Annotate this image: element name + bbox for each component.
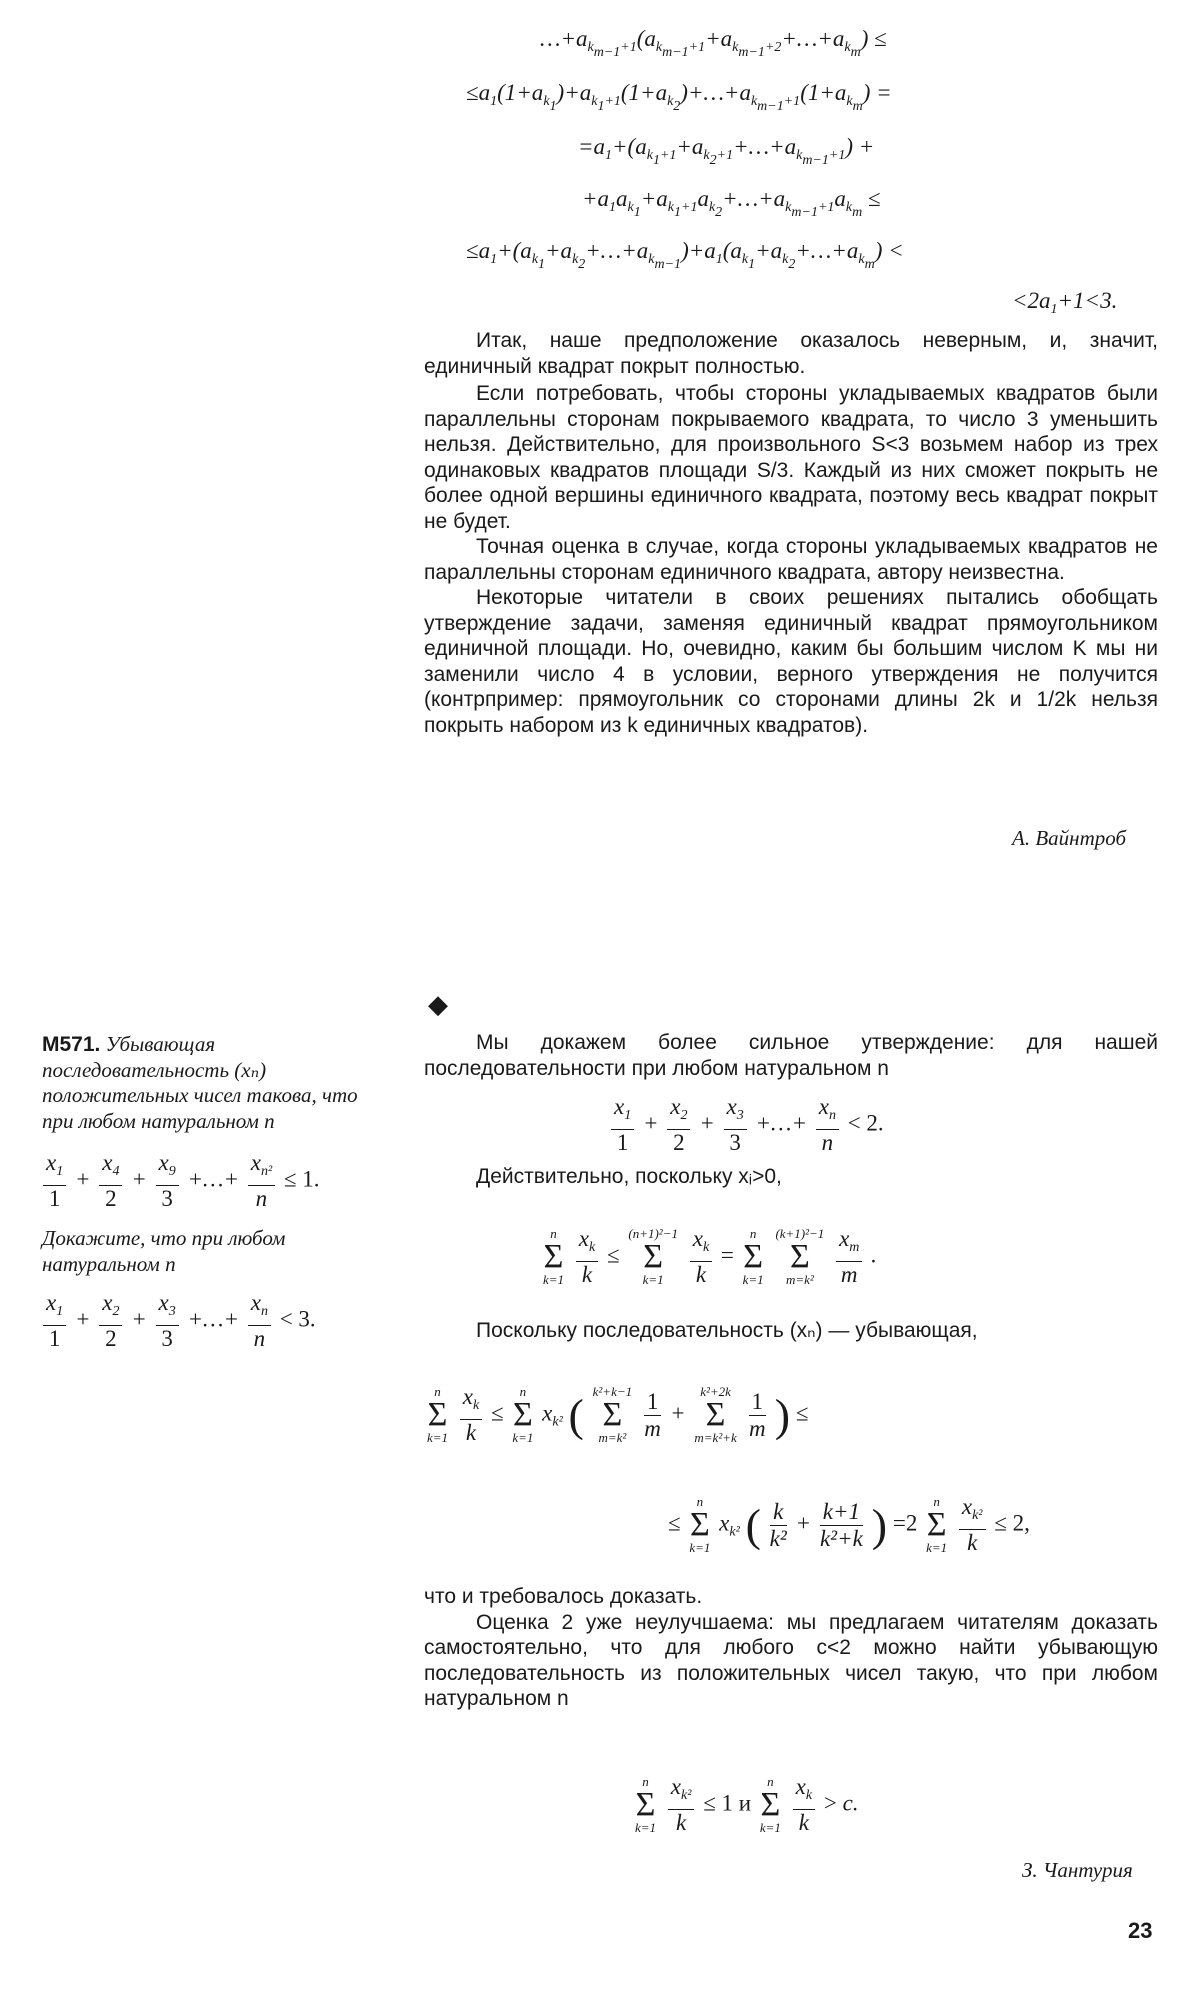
equation-4: n Σ k=1 $\frac{x_{k^2}}{k}$ ≤ 1 и n Σ k=1 $\frac{x_k}{k}$ > c. <box>635 1774 859 1835</box>
paragraph: Мы докажем более сильное утверждение: для нашей последовательности при любом натуральном n <box>424 1031 1158 1080</box>
paragraph: Если потребовать, чтобы стороны укладываемых квадратов были параллельны сторонам покрываемого квадрата, то число 3 уменьшить нельзя. Действительно, для произвольного S<3 возьмем набор из трех одинаковых квадратов площади S/3. Каждый из них сможет покрыть не более одной вершины единичного квадрата, поэтому весь квадрат покрыт не будет. <box>424 382 1158 533</box>
derivation-line-2: $\le a_1(1+a_{k1})+a_{k1+1}(1+a_{k2})+\dots+a_{km-1+1}(1+a_{km})$ = <box>466 80 892 114</box>
solution-step-1 <box>424 1164 1158 1190</box>
problem-text: Убывающая последовательность (xₙ) положительных чисел такова, что при любом натуральном n <box>42 1032 358 1133</box>
derivation-line-6: $<2a_1+1<3$. <box>1012 288 1118 317</box>
paragraph: что и требовалось доказать. <box>424 1585 703 1608</box>
equation-3b: ≤ n Σ k=1 $x_{k^2}$ ( $\frac{k}{\text{k²}}$ + $\frac{k+1}{\text{k²+k}}$ ) =2 n Σ k=1 $\frac{x_{k^2}}{k}$ ≤ 2, <box>668 1494 1030 1555</box>
derivation-line-1: $\dots+a_{km-1+1}(a_{km-1+1}+a_{km-1+2}+\dots+a_{km})$ ≤ <box>540 26 887 60</box>
paragraph: Итак, наше предположение оказалось неверным, и, значит, единичный квадрат покрыт полностью. <box>424 329 1158 378</box>
paragraph: Оценка 2 уже неулучшаема: мы предлагаем читателям доказать самостоятельно, что для любого c<2 можно найти убывающую последовательность из положительных чисел такую, что при любом натуральном n <box>424 1610 1158 1710</box>
paragraph: Некоторые читатели в своих решениях пытались обобщать утверждение задачи, заменяя единичный квадрат прямоугольником единичной площади. Но, очевидно, каким бы большим числом K мы ни заменили число 4 в условии, верного утверждения не получится (контрпример: прямоугольник со сторонами длины 2k и 1/2k нельзя покрыть набором из k единичных квадратов). <box>424 586 1158 737</box>
page-number: 23 <box>1128 1918 1153 1943</box>
problem-condition: $\frac{x_1}{1}$ + $\frac{x_4}{2}$ + $\frac{x_9}{3}$ +…+ $\frac{x_{n^2}}{n}$ ≤ 1. <box>40 1150 320 1212</box>
derivation-line-5: $\le a_1+(a_{k1}+a_{k2}+\dots+a_{km-1})+a_1(a_{k1}+a_{k2}+\dots+a_{km})$ < <box>466 238 904 272</box>
paragraph: Точная оценка в случае, когда стороны укладываемых квадратов не параллельны сторонам единичного квадрата, автору неизвестна. <box>424 535 1158 584</box>
diamond-icon: ◆ <box>428 990 448 1019</box>
author-signature: А. Вайнтроб <box>1012 826 1127 850</box>
problem-number: М571. <box>42 1033 101 1056</box>
problem-statement <box>42 1032 392 1134</box>
previous-solution <box>424 328 1158 738</box>
paragraph: Действительно, поскольку xᵢ>0, <box>476 1165 782 1188</box>
problem-task: Докажите, что при любом натуральном n <box>42 1226 286 1276</box>
solution-conclusion <box>424 1584 1158 1712</box>
equation-1: $\frac{x_1}{1}$ + $\frac{x_2}{2}$ + $\frac{x_3}{3}$ +…+ $\frac{x_n}{n}$ < 2. <box>608 1094 884 1156</box>
paragraph: Поскольку последовательность (xₙ) — убывающая, <box>476 1319 978 1342</box>
problem-goal: $\frac{x_1}{1}$ + $\frac{x_2}{2}$ + $\frac{x_3}{3}$ +…+ $\frac{x_n}{n}$ < 3. <box>40 1290 316 1352</box>
solution-intro <box>424 1030 1158 1081</box>
author-signature: З. Чантурия <box>1022 1858 1133 1882</box>
solution-step-2 <box>424 1318 1158 1344</box>
derivation-line-3: $=a_1+(a_{k1+1}+a_{k2+1}+\dots+a_{km-1+1})$ + <box>578 134 875 168</box>
equation-3a: n Σ k=1 $\frac{x_k}{k}$ ≤ n Σ k=1 $x_{k^2}$ ( k²+k−1 Σ m=k² $\frac{1}{m}$ + k²+2k Σ m=k²+k $\frac{1}{m}$ ) ≤ <box>427 1384 809 1445</box>
derivation-line-4: $+a_1a_{k1}+a_{k1+1}a_{k2}+\dots+a_{km-1+1}a_{km}$ ≤ <box>582 186 881 220</box>
equation-2: n Σ k=1 $\frac{x_k}{k}$ ≤ (n+1)²−1 Σ k=1 $\frac{x_k}{k}$ = n Σ k=1 (k+1)²−1 Σ m=k² $\frac{x_m}{m}$ . <box>543 1226 877 1287</box>
